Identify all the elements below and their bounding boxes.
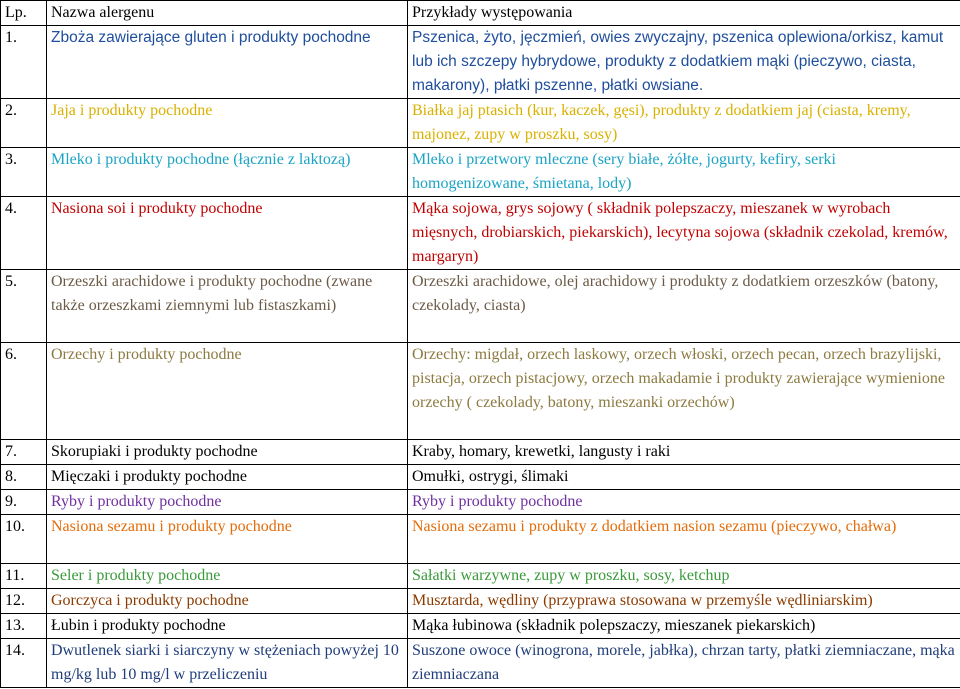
table-row [1, 26, 960, 99]
allergen-examples: Mleko i przetwory mleczne (sery białe, żółte, jogurty, kefiry, serki homogenizowane, śmietana, lody) [408, 148, 960, 197]
allergen-examples: Mąka łubinowa (składnik polepszaczy, mieszanek piekarskich) [408, 614, 960, 639]
header-allergen-name: Nazwa alergenu [47, 1, 408, 26]
table-row [1, 564, 960, 589]
row-number: 2. [1, 99, 47, 148]
allergen-name: Skorupiaki i produkty pochodne [47, 440, 408, 465]
row-number: 8. [1, 465, 47, 490]
allergen-name: Gorczyca i produkty pochodne [47, 589, 408, 614]
row-number: 14. [1, 639, 47, 688]
allergen-name: Nasiona sezamu i produkty pochodne [47, 515, 408, 564]
row-number: 1. [1, 26, 47, 99]
allergen-name: Jaja i produkty pochodne [47, 99, 408, 148]
table-row [1, 465, 960, 490]
allergen-name: Ryby i produkty pochodne [47, 490, 408, 515]
allergen-name: Mleko i produkty pochodne (łącznie z laktozą) [47, 148, 408, 197]
allergen-name: Dwutlenek siarki i siarczyny w stężeniach powyżej 10 mg/kg lub 10 mg/l w przeliczeniu [47, 639, 408, 688]
row-number: 13. [1, 614, 47, 639]
allergen-examples: Białka jaj ptasich (kur, kaczek, gęsi), produkty z dodatkiem jaj (ciasta, kremy, majonez, zupy w proszku, sosy) [408, 99, 960, 148]
allergen-name: Nasiona soi i produkty pochodne [47, 197, 408, 270]
table-row [1, 515, 960, 564]
row-number: 9. [1, 490, 47, 515]
table-row [1, 99, 960, 148]
header-row [1, 1, 960, 26]
header-lp: Lp. [1, 1, 47, 26]
allergen-examples: Mąka sojowa, grys sojowy ( składnik polepszaczy, mieszanek w wyrobach mięsnych, drobiarskich, piekarskich), lecytyna sojowa (składnik czekolad, kremów, margaryn) [408, 197, 960, 270]
table-row [1, 639, 960, 688]
allergen-name: Zboża zawierające gluten i produkty pochodne [47, 26, 408, 99]
row-number: 11. [1, 564, 47, 589]
row-number: 4. [1, 197, 47, 270]
allergen-examples: Musztarda, wędliny (przyprawa stosowana w przemyśle wędliniarskim) [408, 589, 960, 614]
allergen-examples: Sałatki warzywne, zupy w proszku, sosy, ketchup [408, 564, 960, 589]
allergen-examples: Nasiona sezamu i produkty z dodatkiem nasion sezamu (pieczywo, chałwa) [408, 515, 960, 564]
row-number: 10. [1, 515, 47, 564]
allergen-name: Orzeszki arachidowe i produkty pochodne (zwane także orzeszkami ziemnymi lub fistaszkami) [47, 270, 408, 343]
header-examples: Przykłady występowania [408, 1, 960, 26]
allergen-name: Łubin i produkty pochodne [47, 614, 408, 639]
allergen-name: Orzechy i produkty pochodne [47, 343, 408, 440]
allergen-examples: Pszenica, żyto, jęczmień, owies zwyczajny, pszenica oplewiona/orkisz, kamut lub ich szczepy hybrydowe, produkty z dodatkiem mąki (pieczywo, ciasta, makarony), płatki pszenne, płatki owsiane. [408, 26, 960, 99]
allergen-name: Mięczaki i produkty pochodne [47, 465, 408, 490]
table-row [1, 490, 960, 515]
allergen-examples: Kraby, homary, krewetki, langusty i raki [408, 440, 960, 465]
allergen-examples: Orzechy: migdał, orzech laskowy, orzech włoski, orzech pecan, orzech brazylijski, pistacja, orzech pistacjowy, orzech makadamie i produkty zawierające wymienione orzechy ( czekolady, batony, mieszanki orzechów) [408, 343, 960, 440]
table-row [1, 343, 960, 440]
row-number: 3. [1, 148, 47, 197]
table-row [1, 148, 960, 197]
allergen-examples: Omułki, ostrygi, ślimaki [408, 465, 960, 490]
table-row [1, 614, 960, 639]
row-number: 7. [1, 440, 47, 465]
allergen-examples: Orzeszki arachidowe, olej arachidowy i produkty z dodatkiem orzeszków (batony, czekolady, ciasta) [408, 270, 960, 343]
table-row [1, 270, 960, 343]
allergen-examples: Suszone owoce (winogrona, morele, jabłka), chrzan tarty, płatki ziemniaczane, mąka ziemniaczana [408, 639, 960, 688]
table-row [1, 440, 960, 465]
row-number: 12. [1, 589, 47, 614]
allergen-name: Seler i produkty pochodne [47, 564, 408, 589]
table-row [1, 589, 960, 614]
allergen-examples: Ryby i produkty pochodne [408, 490, 960, 515]
row-number: 5. [1, 270, 47, 343]
table-row [1, 197, 960, 270]
row-number: 6. [1, 343, 47, 440]
